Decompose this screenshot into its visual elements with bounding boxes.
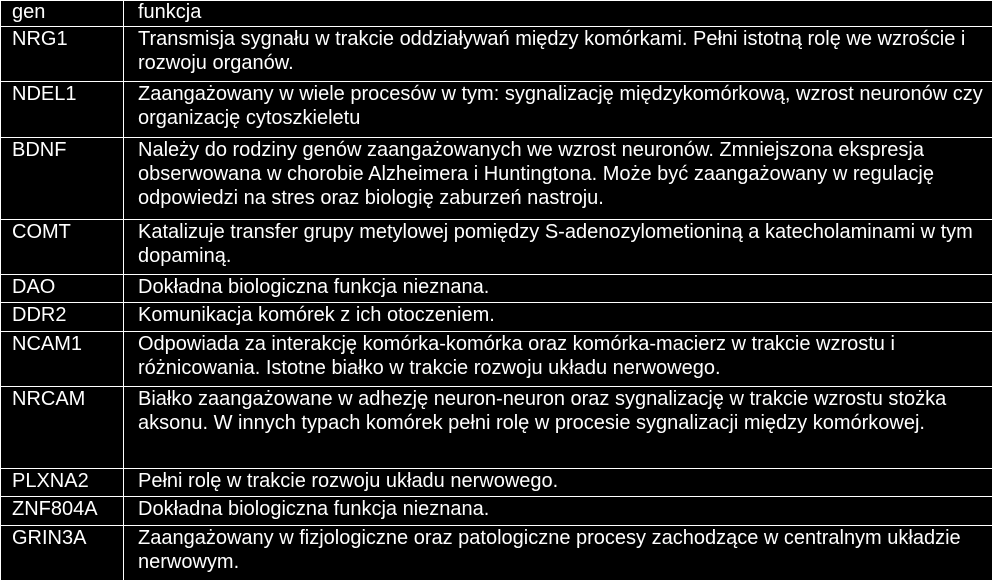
table-row (1, 219, 993, 274)
header-function: funkcja (124, 1, 993, 27)
gene-cell: NCAM1 (1, 331, 124, 386)
gene-cell: DDR2 (1, 303, 124, 331)
table-row (1, 303, 993, 331)
table-row (1, 82, 993, 137)
table-row (1, 275, 993, 303)
gene-cell: PLXNA2 (1, 469, 124, 497)
table-row (1, 525, 993, 580)
table-header-row (1, 1, 993, 27)
table-row (1, 469, 993, 497)
gene-cell: COMT (1, 219, 124, 274)
gene-cell: NRG1 (1, 26, 124, 81)
gene-cell: DAO (1, 275, 124, 303)
function-cell: Transmisja sygnału w trakcie oddziaływań między komórkami. Pełni istotną rolę we wzroście i rozwoju organów. (124, 26, 993, 81)
gene-cell: GRIN3A (1, 525, 124, 580)
function-cell: Dokładna biologiczna funkcja nieznana. (124, 275, 993, 303)
gene-cell: BDNF (1, 137, 124, 219)
table-row (1, 26, 993, 81)
table-row (1, 137, 993, 219)
function-cell: Dokładna biologiczna funkcja nieznana. (124, 497, 993, 525)
table-row (1, 331, 993, 386)
function-cell: Zaangażowany w fizjologiczne oraz patologiczne procesy zachodzące w centralnym układzie nerwowym. (124, 525, 993, 580)
table-row (1, 497, 993, 525)
gene-cell: ZNF804A (1, 497, 124, 525)
function-cell: Odpowiada za interakcję komórka-komórka oraz komórka-macierz w trakcie wzrostu i różnicowania. Istotne białko w trakcie rozwoju układu nerwowego. (124, 331, 993, 386)
function-cell: Zaangażowany w wiele procesów w tym: sygnalizację międzykomórkową, wzrost neuronów czy organizację cytoszkieletu (124, 82, 993, 137)
function-cell: Katalizuje transfer grupy metylowej pomiędzy S-adenozylometioniną a katecholaminami w tym dopaminą. (124, 219, 993, 274)
table-row (1, 386, 993, 468)
header-gene: gen (1, 1, 124, 27)
function-cell: Komunikacja komórek z ich otoczeniem. (124, 303, 993, 331)
function-cell: Pełni rolę w trakcie rozwoju układu nerwowego. (124, 469, 993, 497)
gene-cell: NRCAM (1, 386, 124, 468)
function-cell: Białko zaangażowane w adhezję neuron-neuron oraz sygnalizację w trakcie wzrostu stożka aksonu. W innych typach komórek pełni rolę w procesie sygnalizacji między komórkowej. (124, 386, 993, 468)
gene-cell: NDEL1 (1, 82, 124, 137)
function-cell: Należy do rodziny genów zaangażowanych we wzrost neuronów. Zmniejszona ekspresja obserwowana w chorobie Alzheimera i Huntingtona. Może być zaangażowany w regulację odpowiedzi na stres oraz biologię zaburzeń nastroju. (124, 137, 993, 219)
